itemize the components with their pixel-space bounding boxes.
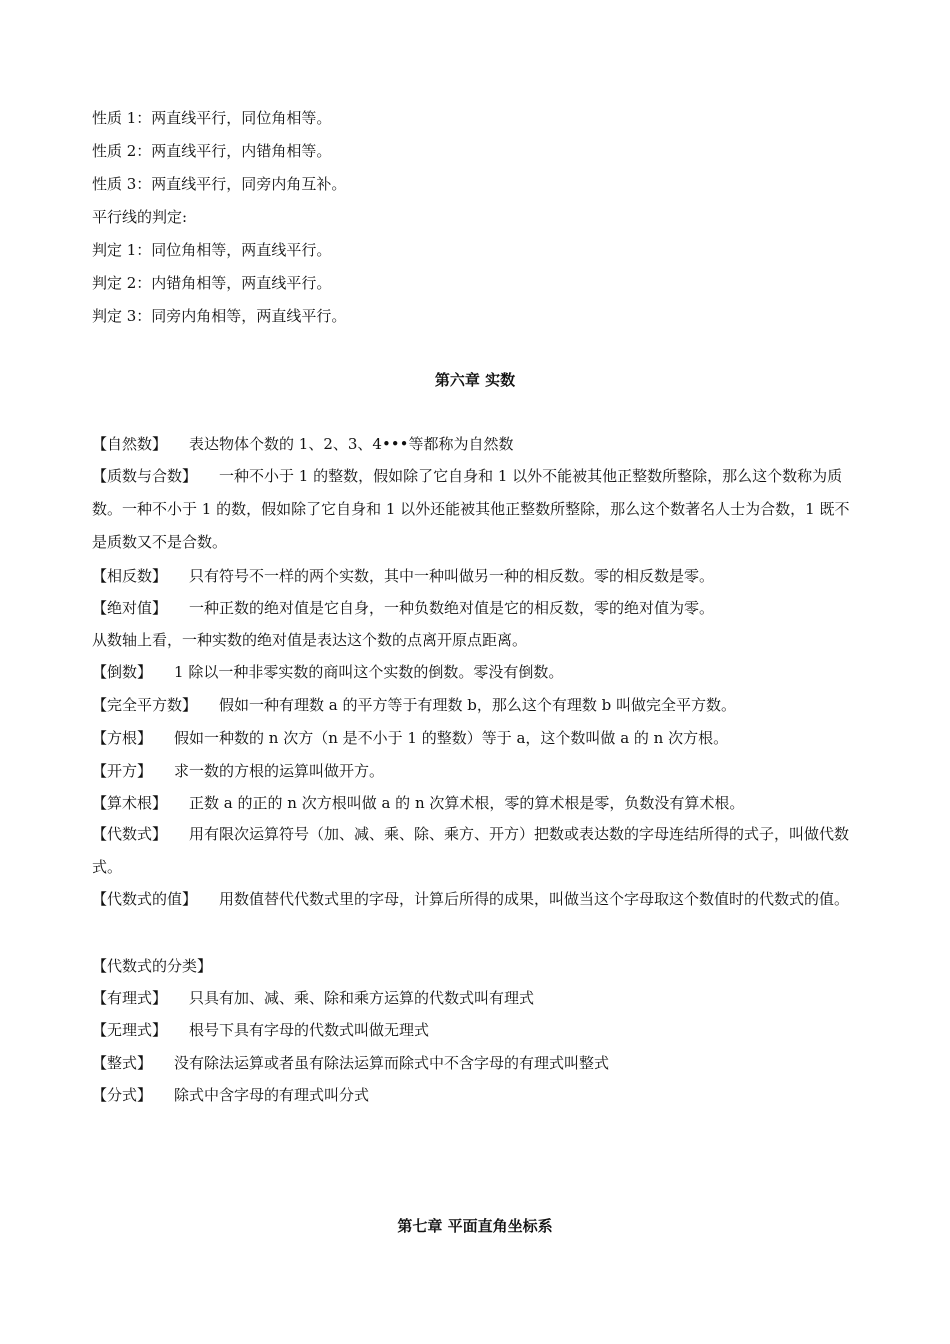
property-3: 性质 3：两直线平行，同旁内角互补。 bbox=[92, 175, 347, 193]
term-label: 【无理式】 bbox=[92, 1021, 168, 1039]
absolute-value-note: 从数轴上看，一种实数的绝对值是表达这个数的点离开原点距离。 bbox=[92, 631, 528, 649]
term-definition: 一种不小于 1 的整数，假如除了它自身和 1 以外不能被其他正整数所整除，那么这个数称为质数。一种不小于 1 的数，假如除了它自身和 1 以外还能被其他正整数所整除，那么这个数著名人士为合数，1 既不是质数又不是合数。 bbox=[92, 467, 850, 551]
term-definition: 正数 a 的正的 n 次方根叫做 a 的 n 次算术根，零的算术根是零，负数没有算术根。 bbox=[189, 794, 745, 812]
entry-integral-expression bbox=[92, 1053, 609, 1073]
term-label: 【绝对值】 bbox=[92, 599, 168, 617]
classification-heading: 【代数式的分类】 bbox=[92, 957, 213, 975]
term-definition: 表达物体个数的 1、2、3、4•••等都称为自然数 bbox=[189, 435, 514, 453]
entry-irrational-expression bbox=[92, 1020, 429, 1040]
term-label: 【算术根】 bbox=[92, 794, 168, 812]
judgement-1: 判定 1：同位角相等，两直线平行。 bbox=[92, 241, 332, 259]
term-label: 【开方】 bbox=[92, 762, 153, 780]
term-label: 【自然数】 bbox=[92, 435, 168, 453]
term-definition: 没有除法运算或者虽有除法运算而除式中不含字母的有理式叫整式 bbox=[174, 1054, 610, 1072]
entry-natural-number bbox=[92, 434, 514, 454]
term-label: 【分式】 bbox=[92, 1086, 153, 1104]
term-definition: 1 除以一种非零实数的商叫这个实数的倒数。零没有倒数。 bbox=[174, 663, 564, 681]
term-label: 【倒数】 bbox=[92, 663, 153, 681]
term-definition: 只具有加、减、乘、除和乘方运算的代数式叫有理式 bbox=[189, 989, 535, 1007]
chapter-6-title: 第六章 实数 bbox=[434, 371, 516, 389]
entry-fractional-expression bbox=[92, 1085, 369, 1105]
judgement-2: 判定 2：内错角相等，两直线平行。 bbox=[92, 274, 332, 292]
property-2: 性质 2：两直线平行，内错角相等。 bbox=[92, 142, 332, 160]
term-label: 【完全平方数】 bbox=[92, 696, 198, 714]
chapter-7-title: 第七章 平面直角坐标系 bbox=[397, 1217, 553, 1235]
term-label: 【代数式】 bbox=[92, 825, 168, 843]
term-definition: 假如一种数的 n 次方（n 是不小于 1 的整数）等于 a，这个数叫做 a 的 n 次方根。 bbox=[174, 729, 729, 747]
term-label: 【有理式】 bbox=[92, 989, 168, 1007]
entry-reciprocal bbox=[92, 662, 563, 682]
entry-nth-root bbox=[92, 728, 728, 748]
property-1: 性质 1：两直线平行，同位角相等。 bbox=[92, 109, 332, 127]
entry-absolute-value bbox=[92, 598, 714, 618]
term-definition: 用有限次运算符号（加、减、乘、除、乘方、开方）把数或表达数的字母连结所得的式子，叫做代数式。 bbox=[92, 825, 850, 876]
term-definition: 求一数的方根的运算叫做开方。 bbox=[174, 762, 385, 780]
entry-extraction bbox=[92, 761, 384, 781]
term-definition: 假如一种有理数 a 的平方等于有理数 b，那么这个有理数 b 叫做完全平方数。 bbox=[219, 696, 737, 714]
term-definition: 用数值替代代数式里的字母，计算后所得的成果，叫做当这个字母取这个数值时的代数式的值。 bbox=[219, 890, 850, 908]
term-definition: 除式中含字母的有理式叫分式 bbox=[174, 1086, 370, 1104]
term-label: 【方根】 bbox=[92, 729, 153, 747]
entry-perfect-square bbox=[92, 695, 736, 715]
term-label: 【质数与合数】 bbox=[92, 467, 198, 485]
judgement-heading: 平行线的判定: bbox=[92, 208, 188, 226]
term-definition: 只有符号不一样的两个实数，其中一种叫做另一种的相反数。零的相反数是零。 bbox=[189, 567, 715, 585]
entry-expression-value bbox=[92, 883, 864, 916]
entry-arithmetic-root bbox=[92, 793, 744, 813]
entry-rational-expression bbox=[92, 988, 534, 1008]
entry-opposite-number bbox=[92, 566, 714, 586]
term-label: 【整式】 bbox=[92, 1054, 153, 1072]
judgement-3: 判定 3：同旁内角相等，两直线平行。 bbox=[92, 307, 347, 325]
term-label: 【相反数】 bbox=[92, 567, 168, 585]
term-definition: 根号下具有字母的代数式叫做无理式 bbox=[189, 1021, 430, 1039]
term-label: 【代数式的值】 bbox=[92, 890, 198, 908]
term-definition: 一种正数的绝对值是它自身，一种负数绝对值是它的相反数，零的绝对值为零。 bbox=[189, 599, 715, 617]
entry-algebraic-expression bbox=[92, 818, 864, 884]
entry-prime-composite bbox=[92, 460, 864, 559]
